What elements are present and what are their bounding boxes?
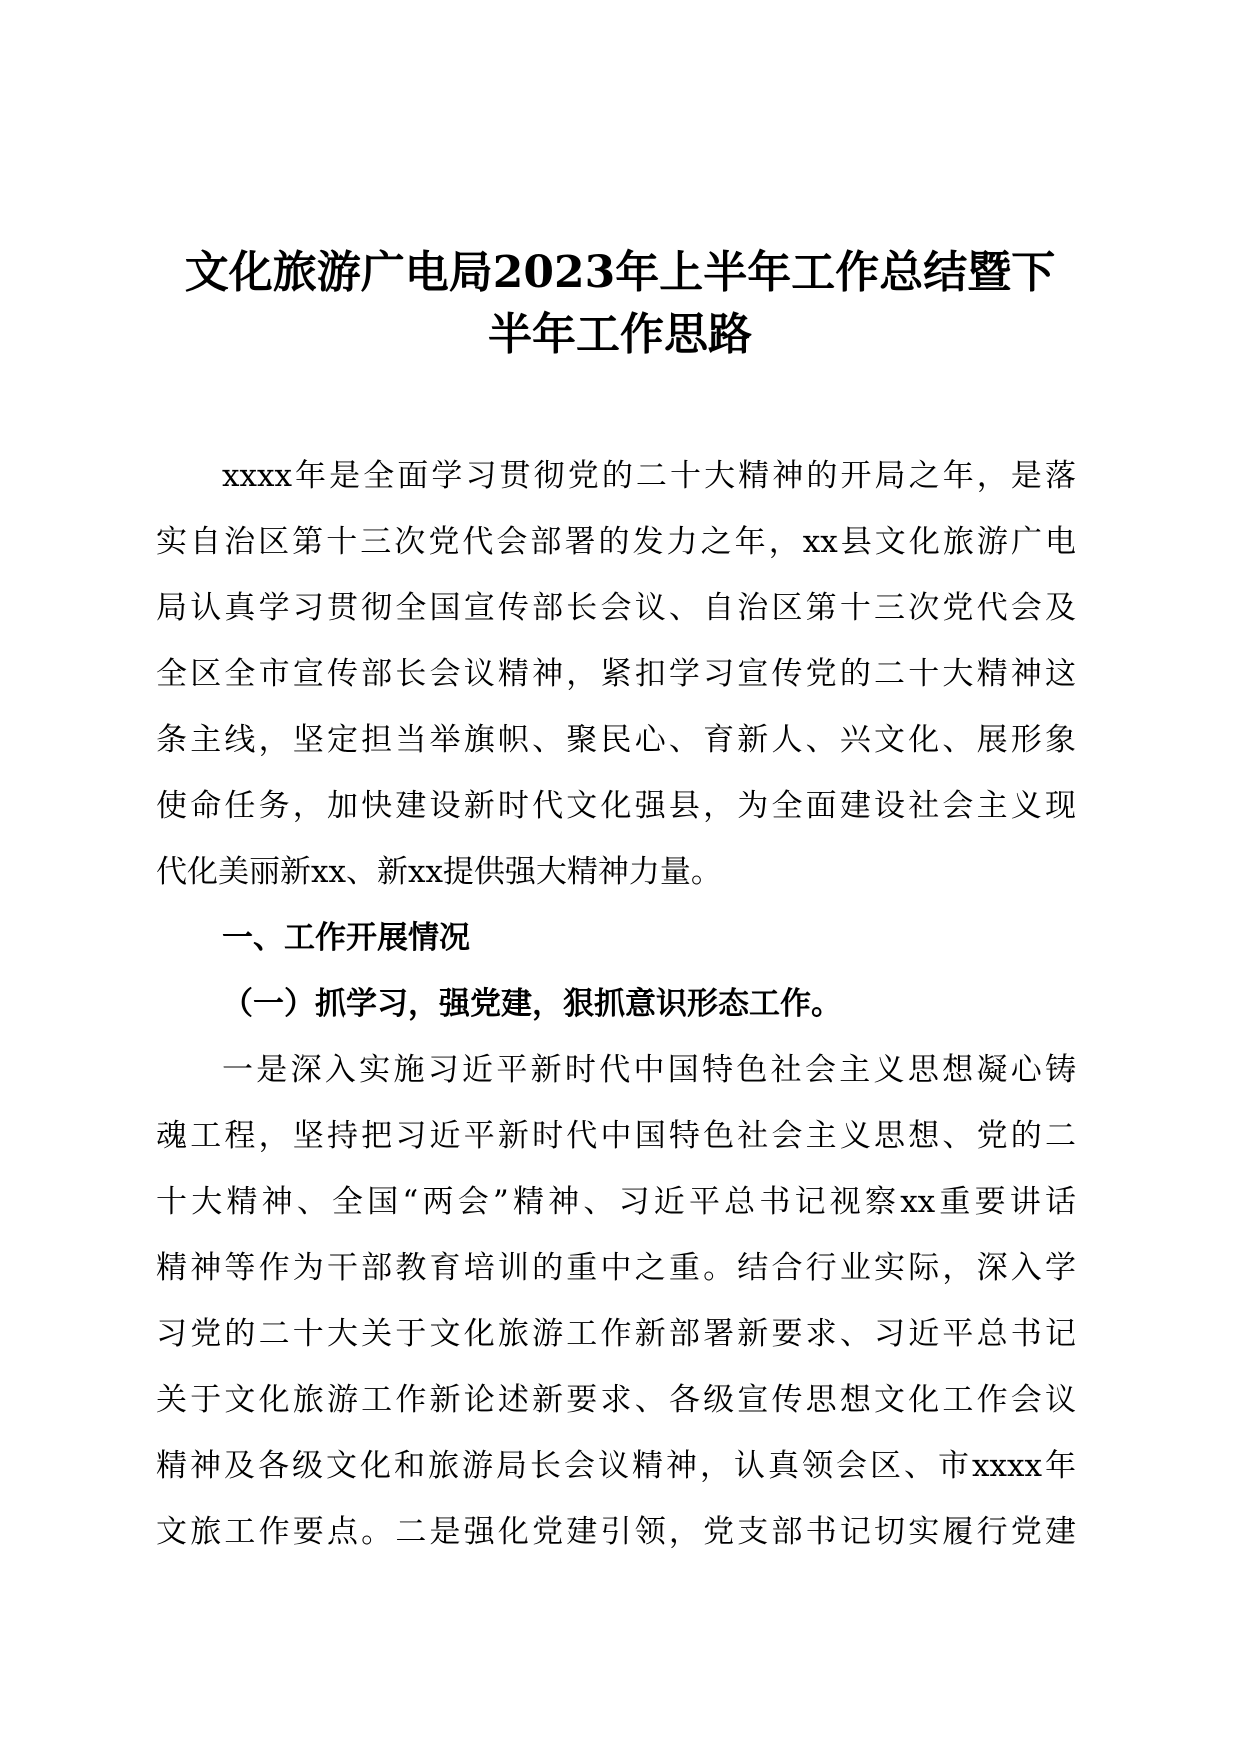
paragraph-line: 使命任务，加快建设新时代文化强县，为全面建设社会主义现 bbox=[156, 788, 1076, 824]
paragraph-line: 代化美丽新xx、新xx提供强大精神力量。 bbox=[156, 854, 722, 890]
paragraph-line: 全区全市宣传部长会议精神，紧扣学习宣传党的二十大精神这 bbox=[156, 656, 1076, 692]
paragraph-line: 条主线，坚定担当举旗帜、聚民心、育新人、兴文化、展形象 bbox=[156, 722, 1076, 758]
section-heading: 一、工作开展情况 bbox=[222, 920, 470, 956]
paragraph-line: 魂工程，坚持把习近平新时代中国特色社会主义思想、党的二 bbox=[156, 1118, 1076, 1154]
document-body bbox=[156, 443, 1076, 1565]
paragraph-line: 精神等作为干部教育培训的重中之重。结合行业实际，深入学 bbox=[156, 1250, 1076, 1286]
paragraph-line: 十大精神、全国“两会”精神、习近平总书记视察xx重要讲话 bbox=[156, 1184, 1076, 1220]
title-line: 半年工作思路 bbox=[488, 309, 752, 360]
paragraph-line: 习党的二十大关于文化旅游工作新部署新要求、习近平总书记 bbox=[156, 1316, 1076, 1352]
body-paragraph bbox=[156, 1037, 1076, 1565]
paragraph-line: 局认真学习贯彻全国宣传部长会议、自治区第十三次党代会及 bbox=[156, 590, 1076, 626]
paragraph-line: 关于文化旅游工作新论述新要求、各级宣传思想文化工作会议 bbox=[156, 1382, 1076, 1418]
paragraph-line: 精神及各级文化和旅游局长会议精神，认真领会区、市xxxx年 bbox=[156, 1448, 1076, 1484]
paragraph-line: 一是深入实施习近平新时代中国特色社会主义思想凝心铸 bbox=[222, 1052, 1076, 1088]
subsection-heading: （一）抓学习，强党建，狠抓意识形态工作。 bbox=[222, 986, 842, 1022]
paragraph-line: 文旅工作要点。二是强化党建引领，党支部书记切实履行党建 bbox=[156, 1514, 1076, 1550]
document-title bbox=[140, 242, 1100, 366]
title-line: 文化旅游广电局2023年上半年工作总结暨下 bbox=[184, 247, 1056, 298]
paragraph-line: xxxx年是全面学习贯彻党的二十大精神的开局之年，是落 bbox=[222, 458, 1076, 494]
intro-paragraph bbox=[156, 443, 1076, 905]
paragraph-line: 实自治区第十三次党代会部署的发力之年，xx县文化旅游广电 bbox=[156, 524, 1076, 560]
